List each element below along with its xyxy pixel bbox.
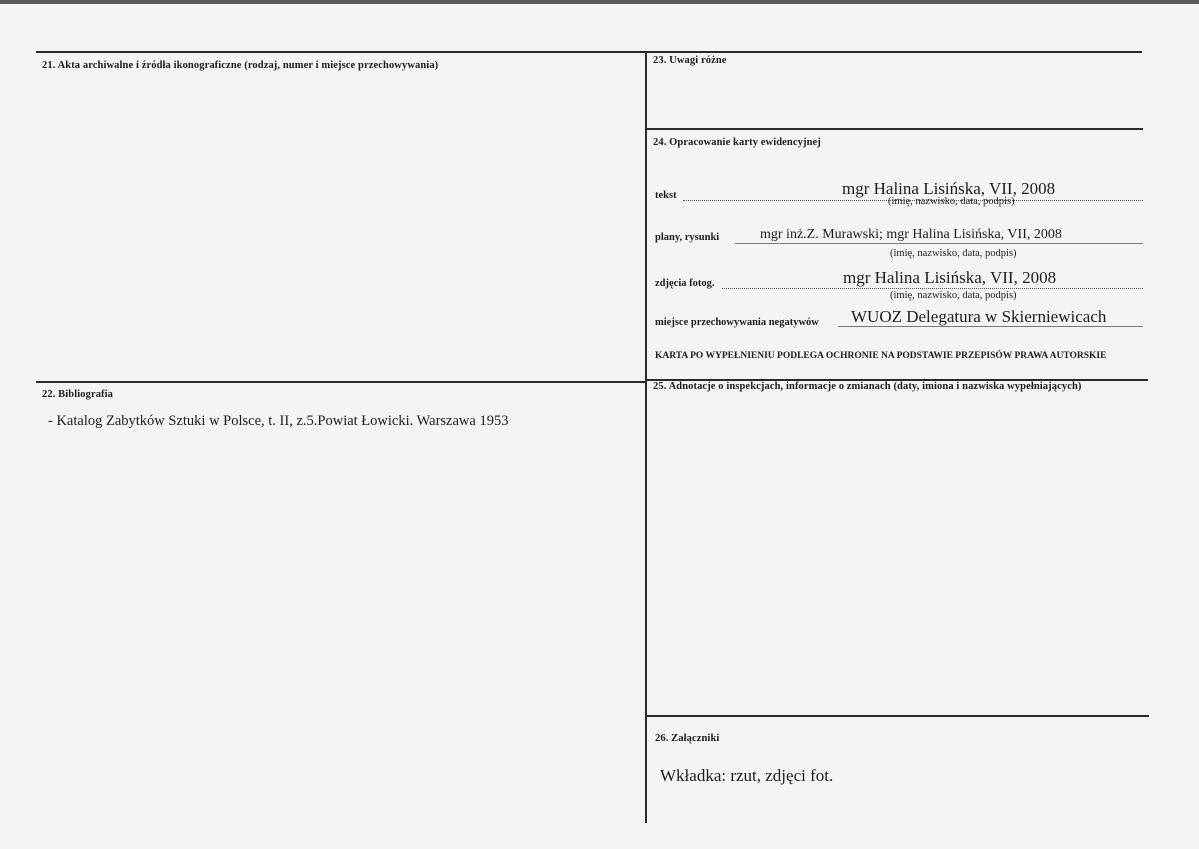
- bibliography-entry: - Katalog Zabytków Sztuki w Polsce, t. II, z.5.Powiat Łowicki. Warszawa 1953: [48, 413, 509, 429]
- zdjecia-label: zdjęcia fotog.: [655, 278, 715, 289]
- scan-edge: [0, 0, 1199, 4]
- zdjecia-line: [722, 288, 1143, 289]
- plany-value: mgr inż.Z. Murawski; mgr Halina Lisińska, VII, 2008: [760, 227, 1062, 242]
- rule-center: [645, 51, 647, 823]
- plany-label: plany, rysunki: [655, 232, 720, 243]
- rule-top: [36, 51, 1142, 53]
- plany-line: [735, 243, 1143, 244]
- section-25-title: 25. Adnotacje o inspekcjach, informacje o zmianach (daty, imiona i nazwiska wypełniających): [653, 381, 1082, 392]
- section-23-title: 23. Uwagi różne: [653, 55, 727, 66]
- section-26-title: 26. Załączniki: [655, 733, 720, 744]
- attachments-value: Wkładka: rzut, zdjęci fot.: [660, 766, 834, 785]
- tekst-hint: (imię, nazwisko, data, podpis): [888, 196, 1015, 207]
- tekst-value: mgr Halina Lisińska, VII, 2008: [842, 179, 1056, 198]
- copyright-notice: KARTA PO WYPEŁNIENIU PODLEGA OCHRONIE NA PODSTAWIE PRZEPISÓW PRAWA AUTORSKIE: [655, 351, 1107, 361]
- rule-left-mid: [36, 381, 645, 383]
- rule-right-26: [645, 715, 1149, 717]
- miejsce-value: WUOZ Delegatura w Skierniewicach: [851, 307, 1107, 326]
- section-24-title: 24. Opracowanie karty ewidencyjnej: [653, 137, 821, 148]
- section-21-title: 21. Akta archiwalne i źródła ikonograficzne (rodzaj, numer i miejsce przechowywania): [42, 60, 439, 71]
- rule-right-24: [645, 128, 1143, 130]
- plany-hint: (imię, nazwisko, data, podpis): [890, 248, 1017, 259]
- tekst-label: tekst: [655, 190, 677, 201]
- section-22-title: 22. Bibliografia: [42, 389, 114, 400]
- zdjecia-hint: (imię, nazwisko, data, podpis): [890, 290, 1017, 301]
- zdjecia-value: mgr Halina Lisińska, VII, 2008: [843, 268, 1057, 287]
- miejsce-label: miejsce przechowywania negatywów: [655, 317, 819, 328]
